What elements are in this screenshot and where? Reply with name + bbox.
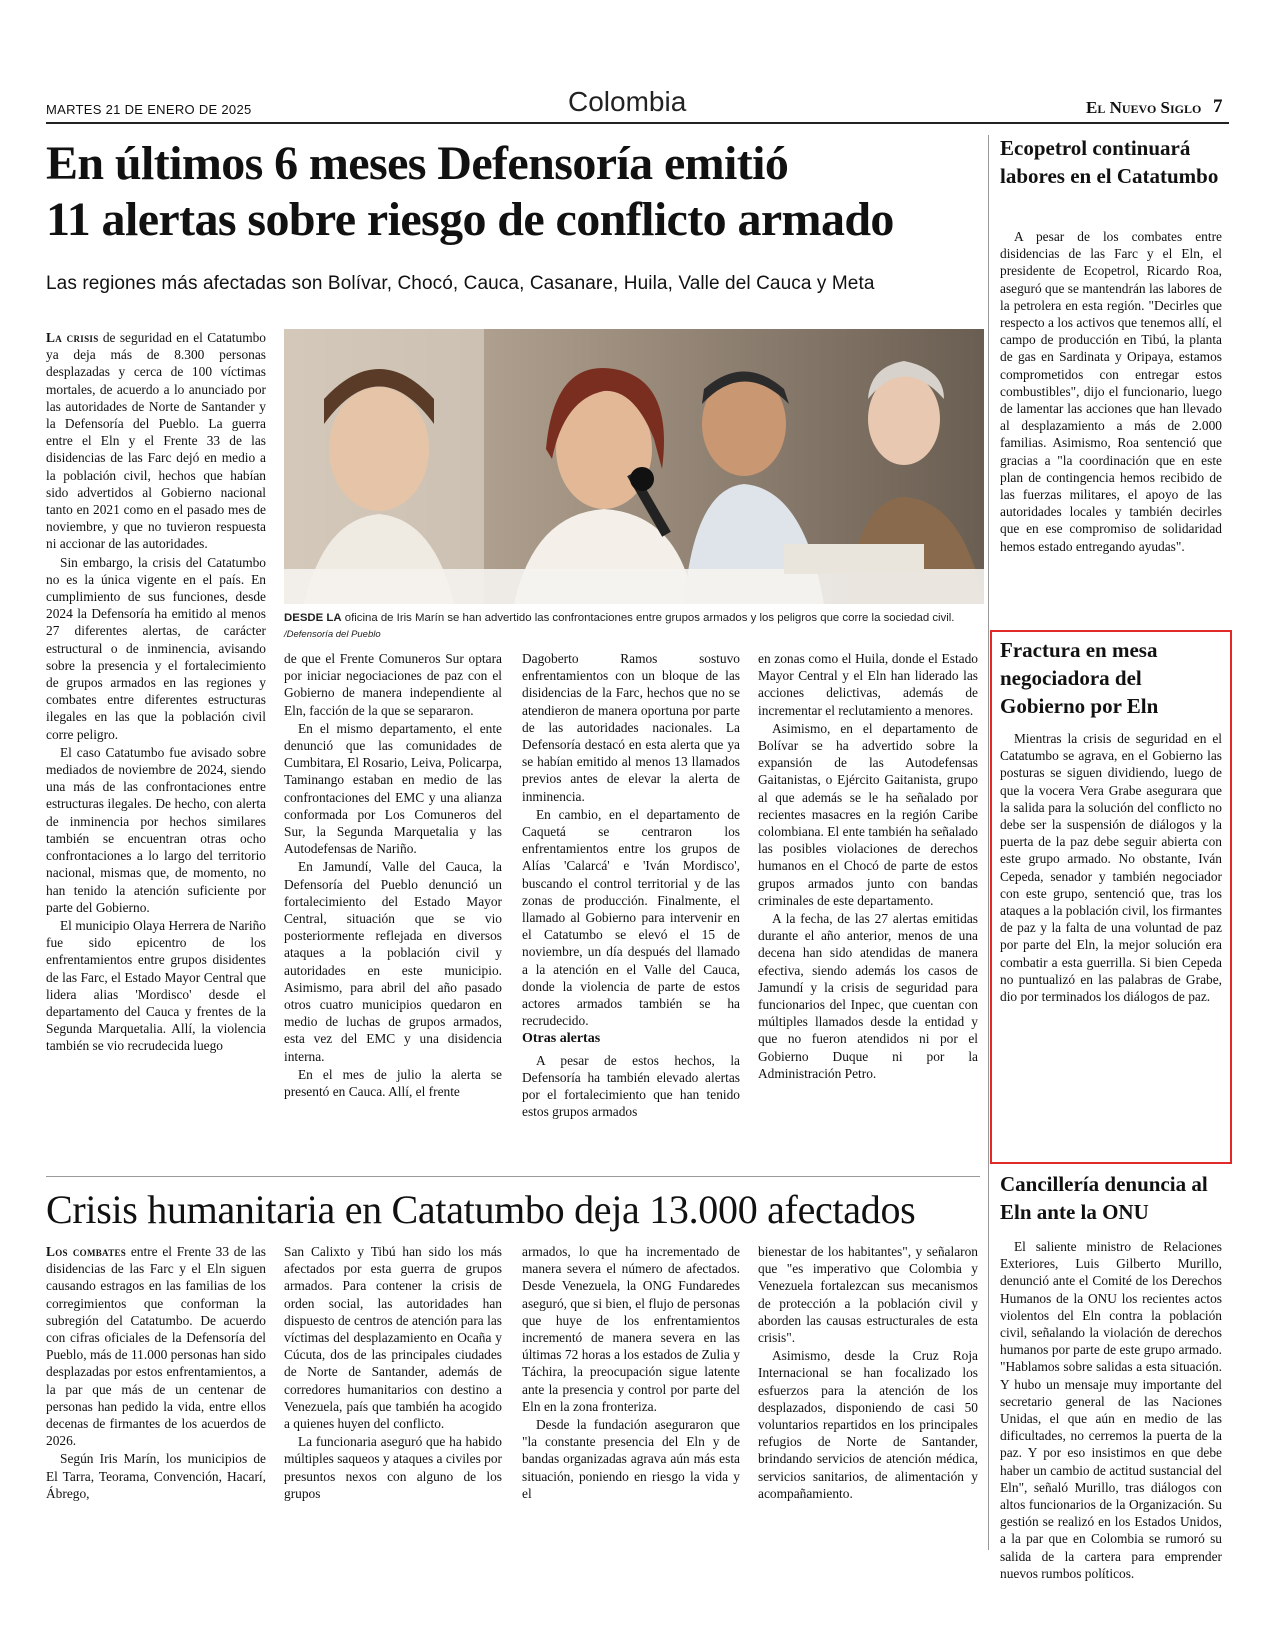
photo-credit: /Defensoría del Pueblo <box>284 629 381 640</box>
sidebar-headline-cancilleria: Cancillería denuncia al Eln ante la ONU <box>1000 1172 1208 1224</box>
paragraph: Sin embargo, la crisis del Catatumbo no es la única vigente en el país. En cumplimiento de sus funciones, desde 2024 la Defensoría ha emitido al menos 27 diferentes alertas, de carácter estructural o de inminencia, avisando sobre la presencia y el fortalecimiento de grupos armados en las regiones y combates entre diferentes estructuras ilegales en las que la población civil corre peligro. <box>46 554 266 742</box>
second-headline: Crisis humanitaria en Catatumbo deja 13.000 afectados <box>46 1187 916 1232</box>
second-column-1 <box>46 1243 266 1502</box>
main-column-2 <box>284 650 502 1100</box>
paragraph: Asimismo, desde la Cruz Roja Internacional se han focalizado los esfuerzos para la atención de los desplazados, disponiendo de casi 50 voluntarios repartidos en los principales refugios de Norte de Santander, brindando servicios de atención médica, servicios sanitarios, de alimentación y acompañamiento. <box>758 1348 978 1501</box>
second-column-2 <box>284 1243 502 1502</box>
paragraph: Asimismo, en el departamento de Bolívar se ha advertido sobre la expansión de las Autodefensas Gaitanistas, o Ejército Gaitanista, grupo al que además se le ha señalado por recientes masacres en la región Caribe colombiana. El ente también ha señalado las posibles violaciones de derechos humanos en el Chocó de parte de estos grupos armados junto con bandas criminales de este departamento. <box>758 720 978 908</box>
paragraph: La funcionaria aseguró que ha habido múltiples saqueos y ataques a civiles por presuntos nexos con alguno de los grupos <box>284 1434 502 1501</box>
paragraph: de que el Frente Comuneros Sur optara por iniciar negociaciones de paz con el Gobierno de manera independiente al Eln, facción de la que se separaron. <box>284 651 502 718</box>
section-subtitle: Otras alertas <box>522 1031 601 1047</box>
main-column-1 <box>46 329 266 1055</box>
paragraph: en zonas como el Huila, donde el Estado Mayor Central y el Eln han liderado las acciones delictivas, además de incrementar el reclutamiento a menores. <box>758 651 978 718</box>
paragraph: bienestar de los habitantes", y señalaron que "es imperativo que Colombia y Venezuela fortalezcan sus mecanismos de protección a la población civil y aborden las causas estructurales de esta crisis". <box>758 1244 978 1346</box>
paragraph: El municipio Olaya Herrera de Nariño fue sido epicentro de los enfrentamientos entre grupos disidentes de las Farc, el Estado Mayor Central que lidera alias 'Mordisco' desde el departamento del Cauca y frentes de la Segunda Marquetalia. Allí, la violencia también se vio recrudecida luego <box>46 917 266 1054</box>
paragraph: En el mes de julio la alerta se presentó en Cauca. Allí, el frente <box>284 1066 502 1100</box>
lead-in: Los combates <box>46 1244 127 1259</box>
paragraph: Desde la fundación aseguraron que "la constante presencia del Eln y de bandas organizadas agrava aún más esta situación, poniendo en riesgo la vida y el <box>522 1417 740 1501</box>
story-divider <box>46 1176 980 1177</box>
issue-date: MARTES 21 DE ENERO DE 2025 <box>46 102 252 117</box>
sidebar-divider <box>988 135 989 1550</box>
section-title: Colombia <box>568 86 687 117</box>
lead-in: La crisis <box>46 330 99 345</box>
paragraph: A pesar de los combates entre disidencias de las Farc y el Eln, el presidente de Ecopetrol, Ricardo Roa, aseguró que se mantendrán las labores de la petrolera en esta región. "Decirles que respecto a los activos que tenemos allí, el campo de producción en Tibú, la planta de gas en Sardinata y Oripaya, estamos comprometidos con entregar estos combustibles", dijo el funcionario, luego de lamentar las acciones que han llevado al desplazamiento a más de 2.000 familias. Asimismo, Roa sentenció que gracias a "la coordinación que en este plan de contingencia hemos recibido de las fuerzas militares, el apoyo de las autoridades locales y también decirles que en ese compromiso de solidaridad hemos estado entregando ayudas". <box>1000 229 1222 554</box>
paragraph: Mientras la crisis de seguridad en el Catatumbo se agrava, en el Gobierno las posturas se siguen dividiendo, luego de que la vocera Vera Grabe asegurara que la salida para la solución del conflicto no debe ser la suspensión de diálogos y la puerta de la paz debe seguir abierta con este grupo armado. No obstante, Iván Cepeda, senador y también negociador con este grupo, sentenció que, tras los ataques a la población civil, los firmantes de paz y la falta de una voluntad de paz por parte del Eln, la mejor solución era combatir a esta guerrilla. Si bien Cepeda no puntualizó en las palabras de Grabe, dio por terminados los diálogos de paz. <box>1000 731 1222 1005</box>
page-number: 7 <box>1213 96 1223 117</box>
main-subhead: Las regiones más afectadas son Bolívar, Chocó, Cauca, Casanare, Huila, Valle del Cauca y Meta <box>46 273 875 294</box>
second-column-4 <box>758 1243 978 1502</box>
main-headline-line2: 11 alertas sobre riesgo de conflicto armado <box>46 193 894 246</box>
paragraph: armados, lo que ha incrementado de manera severa el número de afectados. Desde Venezuela, la ONG Fundaredes aseguró, que si bien, el flujo de personas que huye de los enfrentamientos incrementó de manera severa en las últimas 72 horas a los estados de Zulia y Táchira, la preocupación sigue latente ante la presencia y control por parte del Eln en la zona fronteriza. <box>522 1244 740 1414</box>
main-column-3 <box>522 650 740 1120</box>
paragraph: En cambio, en el departamento de Caquetá se centraron los enfrentamientos entre los grupos de Alías 'Calarcá' e 'Iván Mordisco', buscando el control territorial y de las zonas de producción. Finalmente, el llamado al Gobierno para intervenir en el Catatumbo se elevó el 15 de noviembre, un día después del llamado a la atención en el Valle del Cauca, donde la violencia de parte de estos actores armados también se ha recrudecido. <box>522 806 740 1029</box>
news-photo <box>284 329 984 604</box>
sidebar-body-cancilleria <box>1000 1238 1222 1582</box>
second-column-3 <box>522 1243 740 1502</box>
paragraph: A la fecha, de las 27 alertas emitidas durante el año anterior, menos de una decena han sido atendidas de manera efectiva, siendo además los casos de Jamundí y la crisis de seguridad para funcionarios del Inpec, que cuentan con múltiples llamados desde la entidad y que no fueron atendidos ni por el Gobierno Duque ni por la Administración Petro. <box>758 911 978 1081</box>
sidebar-body-fractura <box>1000 730 1222 1005</box>
paragraph: A pesar de estos hechos, la Defensoría ha también elevado alertas por el fortalecimiento que han tenido estos grupos armados <box>522 1052 740 1120</box>
sidebar-headline-ecopetrol: Ecopetrol continuará labores en el Catatumbo <box>1000 136 1219 188</box>
paragraph: El caso Catatumbo fue avisado sobre mediados de noviembre de 2024, siendo una más de las confrontaciones entre estructuras ilegales. De hecho, con alerta de inminencia por hechos similares también se encuentran otras ocho confrontaciones a lo largo del territorio nacional, mismas que, de momento, no han tenido la atención suficiente por parte del Gobierno. <box>46 744 266 915</box>
main-column-4 <box>758 650 978 1082</box>
paragraph: Según Iris Marín, los municipios de El Tarra, Teorama, Convención, Hacarí, Ábrego, <box>46 1451 266 1501</box>
main-headline <box>46 136 986 248</box>
paragraph: En el mismo departamento, el ente denunció que las comunidades de Cumbitara, El Rosario, Leiva, Policarpa, Taminango estaban en medio de las confrontaciones del EMC y una alianza conformada por Los Comuneros del Sur, la Segunda Marquetalia y las Autodefensas de Nariño. <box>284 720 502 857</box>
paragraph: El saliente ministro de Relaciones Exteriores, Luis Gilberto Murillo, denunció ante el Comité de los Derechos Humanos de la ONU los recientes actos violentos del Eln contra la población civil, señalando la violación de derechos humanos por parte de este grupo armado. "Hablamos sobre salidas a esta situación. Y hubo un mensaje muy importante del secretario general de las Naciones Unidas, el que aún en medio de las dificultades, no cerremos la puerta de la paz. Y por eso insistimos en que debe haber un cambio de actitud sustancial del Eln", señaló Murillo, tras diálogos con altos funcionarios de la Organización. Su gestión se realizó en los Estados Unidos, a la par que en Colombia se rumoró su salida de la cartera para emprender nuevos rumbos políticos. <box>1000 1239 1222 1581</box>
sidebar-headline-fractura: Fractura en mesa negociadora del Gobierno por Eln <box>1000 638 1159 718</box>
paragraph: Dagoberto Ramos sostuvo enfrentamientos con un bloque de las disidencias de la Farc, hechos que no se atendieron de manera oportuna por parte de las autoridades nacionales. La Defensoría destacó en esta alerta que ya se habían emitido al menos 13 llamados previos antes de elevar la alerta de inminencia. <box>522 651 740 804</box>
paragraph: San Calixto y Tibú han sido los más afectados por esta guerra de grupos armados. Para contener la crisis de orden social, las autoridades han dispuesto de centros de atención para las víctimas del desplazamiento en Ocaña y Cúcuta, dos de las principales ciudades de Norte de Santander, además de corredores humanitarios con destino a Venezuela, país que también ha acogido a quienes huyen del conflicto. <box>284 1244 502 1432</box>
paragraph: La crisis de seguridad en el Catatumbo ya deja más de 8.300 personas desplazadas y cerca de 100 víctimas mortales, de acuerdo a lo anunciado por las autoridades de Norte de Santander y la Defensoría del Pueblo. La guerra entre el Eln y el Frente 33 de las disidencias de las Farc dejó en medio a la población civil, hechos que habían sido advertidos al Gobierno nacional tanto en 2021 como en el pasado mes de noviembre, y que no tuvieron respuesta ni accionar de las autoridades. <box>46 330 266 552</box>
photo-caption: DESDE LA oficina de Iris Marín se han advertido las confrontaciones entre grupos armados y los peligros que corre la sociedad civil. /Defensoría del Pueblo <box>284 612 955 640</box>
paragraph: Los combates entre el Frente 33 de las disidencias de las Farc y el Eln siguen causando estragos en las familias de los corregimientos que conforman la subregión del Catatumbo. De acuerdo con cifras oficiales de la Defensoría del Pueblo, más de 11.000 personas han sido desplazadas por estos enfrentamientos, a la par que más de un centenar de personas han pedido la vida, entre ellos decenas de firmantes de los acuerdos de 2026. <box>46 1244 266 1449</box>
sidebar-body-ecopetrol <box>1000 228 1222 555</box>
newspaper-brand: El Nuevo Siglo <box>1086 98 1202 117</box>
main-headline-line1: En últimos 6 meses Defensoría emitió <box>46 137 789 190</box>
header-rule <box>46 122 1229 124</box>
paragraph: En Jamundí, Valle del Cauca, la Defensoría del Pueblo denunció un fortalecimiento del Estado Mayor Central, situación que se vio posteriormente reflejada en diversos ataques a la población civil y autoridades en este municipio. Asimismo, para abril del año pasado otros cuatro municipios quedaron en medio de luchas de grupos armados, esta vez del EMC y una disidencia interna. <box>284 859 502 1064</box>
